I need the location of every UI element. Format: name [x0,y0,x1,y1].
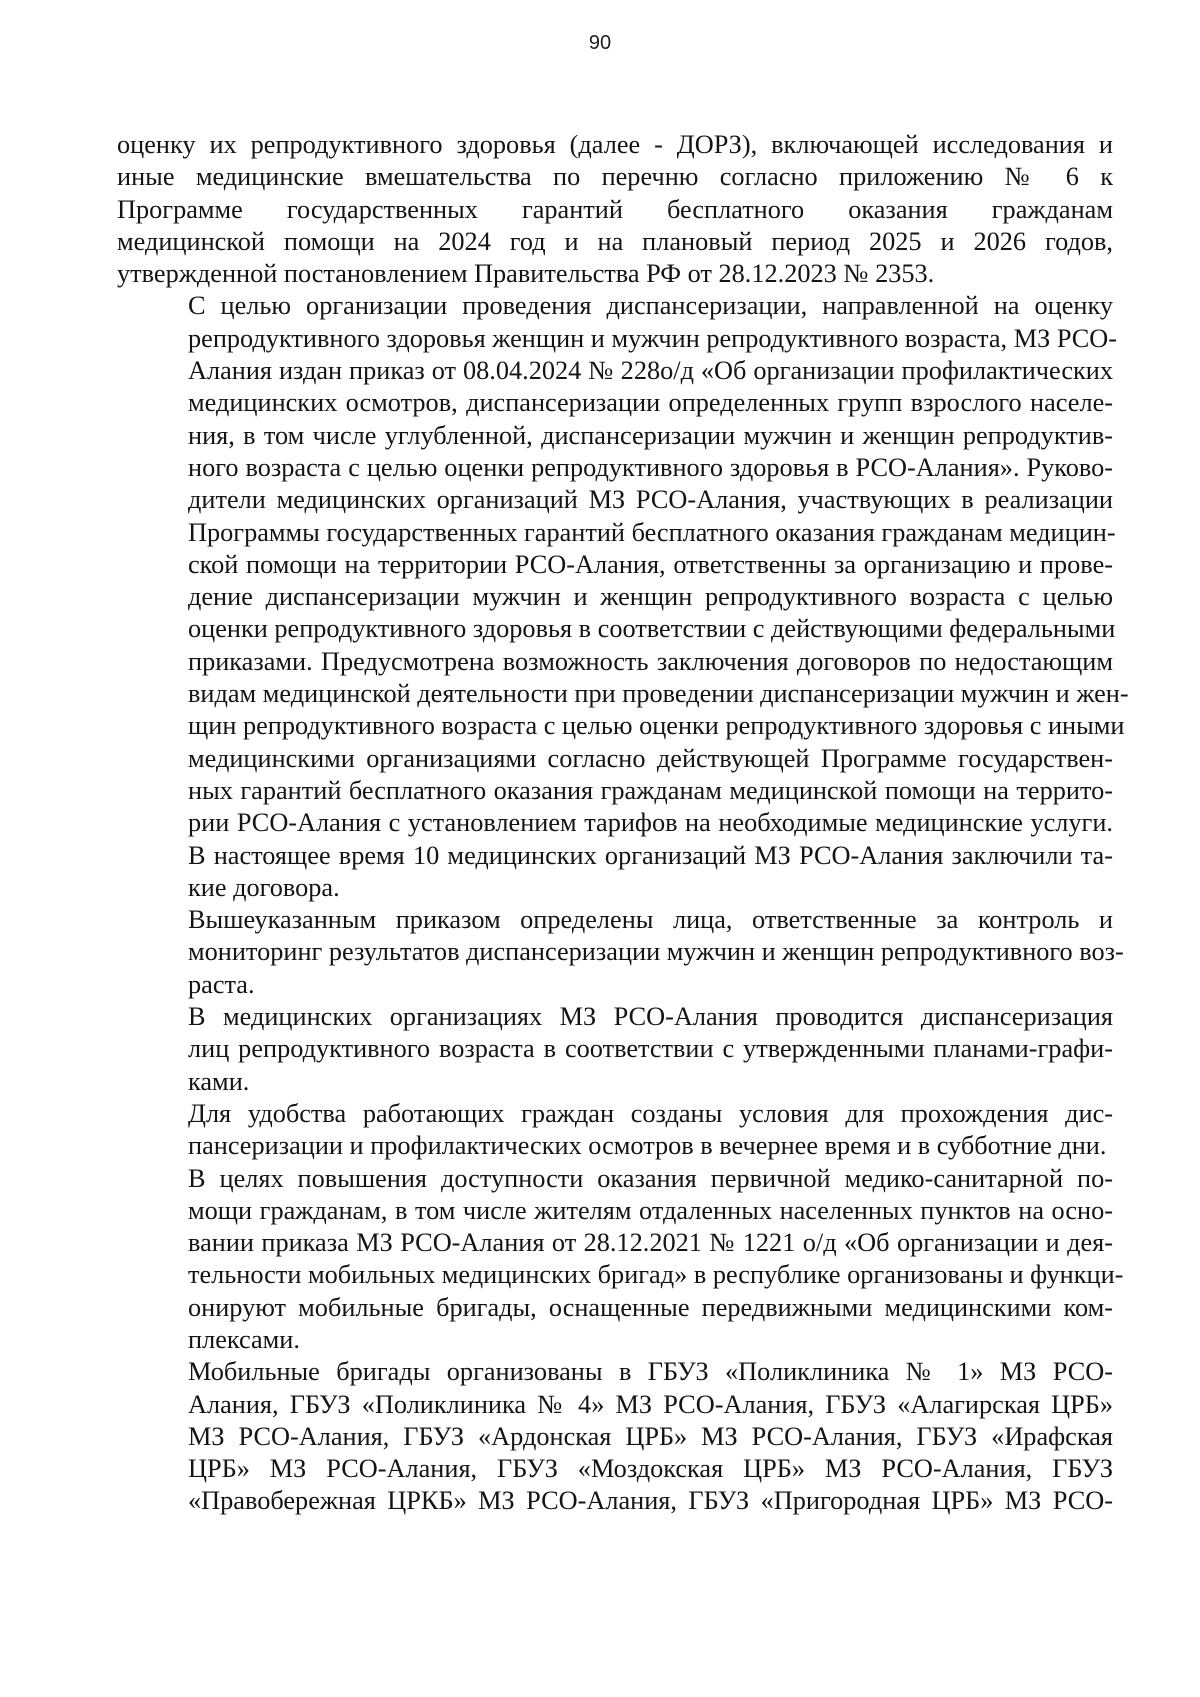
text-line: оценки репродуктивного здоровья в соответствии с действующими федеральными [188,614,1116,644]
text-line: онируют мобильные бригады, оснащенные передвижными медицинскими ком- [188,1292,1113,1322]
text-line: щин репродуктивного возраста с целью оценки репродуктивного здоровья с иными [188,711,1125,741]
text-line: медицинских осмотров, диспансеризации определенных групп взрослого населе- [188,388,1113,418]
paragraph-7 [117,1356,1113,1517]
text-line: Программе государственных гарантий бесплатного оказания гражданам [117,194,1113,224]
text-line: ЦРБ» МЗ РСО-Алания, ГБУЗ «Моздокская ЦРБ» МЗ РСО-Алания, ГБУЗ [188,1454,1113,1484]
text-line: вании приказа МЗ РСО-Алания от 28.12.2021 № 1221 о/д «Об организации и дея- [188,1228,1113,1258]
text-line: дители медицинских организаций МЗ РСО-Алания, участвующих в реализации [188,485,1113,515]
text-line: В целях повышения доступности оказания первичной медико-санитарной по- [188,1163,1113,1193]
text-line: ного возраста с целью оценки репродуктивного здоровья в РСО-Алания». Руково- [188,452,1113,482]
text-line: мониторинг результатов диспансеризации мужчин и женщин репродуктивного воз- [188,937,1124,967]
text-line: Программы государственных гарантий бесплатного оказания гражданам медицин- [188,517,1116,547]
text-line: репродуктивного здоровья женщин и мужчин репродуктивного возраста, МЗ РСО- [188,323,1118,353]
text-line: В медицинских организациях МЗ РСО-Алания проводится диспансеризация [188,1002,1113,1032]
text-line: раста. [188,969,255,999]
text-line: МЗ РСО-Алания, ГБУЗ «Ардонская ЦРБ» МЗ РСО-Алания, ГБУЗ «Ирафская [188,1421,1113,1451]
text-line: приказами. Предусмотрена возможность заключения договоров по недостающим [188,646,1113,676]
text-line: оценку их репродуктивного здоровья (далее - ДОРЗ), включающей исследования и [117,130,1113,159]
text-line: плексами. [188,1324,300,1354]
text-line: С целью организации проведения диспансеризации, направленной на оценку [188,291,1113,321]
text-line: ния, в том числе углубленной, диспансеризации мужчин и женщин репродуктив- [188,420,1113,450]
paragraph-3 [117,904,1124,1001]
paragraph-6 [117,1163,1124,1357]
paragraph-2 [117,290,1129,904]
text-line: Вышеуказанным приказом определены лица, ответственные за контроль и [188,905,1113,935]
text-line: Алания издан приказ от 08.04.2024 № 228о/д «Об организации профилактических [188,356,1113,386]
text-line: Мобильные бригады организованы в ГБУЗ «Поликлиника № 1» МЗ РСО- [188,1357,1113,1387]
text-line: Алания, ГБУЗ «Поликлиника № 4» МЗ РСО-Алания, ГБУЗ «Алагирская ЦРБ» [188,1389,1113,1419]
text-line: В настоящее время 10 медицинских организаций МЗ РСО-Алания заключили та- [188,840,1113,870]
text-line: ных гарантий бесплатного оказания гражданам медицинской помощи на террито- [188,775,1113,805]
text-line: иные медицинские вмешательства по перечню согласно приложению № 6 к [117,162,1113,192]
text-line: видам медицинской деятельности при проведении диспансеризации мужчин и жен- [188,679,1129,709]
document-body [117,129,1129,1518]
text-line: Для удобства работающих граждан созданы условия для прохождения дис- [188,1098,1113,1128]
text-line: кие договора. [188,872,340,902]
text-line: ками. [188,1066,250,1096]
text-line: рии РСО-Алания с установлением тарифов на необходимые медицинские услуги. [188,808,1113,838]
text-line: лиц репродуктивного возраста в соответствии с утвержденными планами-графи- [188,1034,1113,1064]
text-line: «Правобережная ЦРКБ» МЗ РСО-Алания, ГБУЗ «Пригородная ЦРБ» МЗ РСО- [188,1486,1113,1516]
paragraph-1 [117,129,1113,290]
paragraph-4 [117,1001,1113,1098]
text-line: утвержденной постановлением Правительства РФ от 28.12.2023 № 2353. [117,259,935,289]
text-line: мощи гражданам, в том числе жителям отдаленных населенных пунктов на осно- [188,1195,1113,1225]
paragraph-5 [117,1098,1113,1163]
text-line: медицинскими организациями согласно действующей Программе государствен- [188,743,1113,773]
text-line: дение диспансеризации мужчин и женщин репродуктивного возраста с целью [188,582,1113,612]
text-line: пансеризации и профилактических осмотров в вечернее время и в субботние дни. [188,1131,1107,1161]
page-number: 90 [588,32,612,54]
text-line: медицинской помощи на 2024 год и на плановый период 2025 и 2026 годов, [117,226,1113,256]
text-line: тельности мобильных медицинских бригад» в республике организованы и функци- [188,1260,1124,1290]
text-line: ской помощи на территории РСО-Алания, ответственны за организацию и прове- [188,549,1113,579]
